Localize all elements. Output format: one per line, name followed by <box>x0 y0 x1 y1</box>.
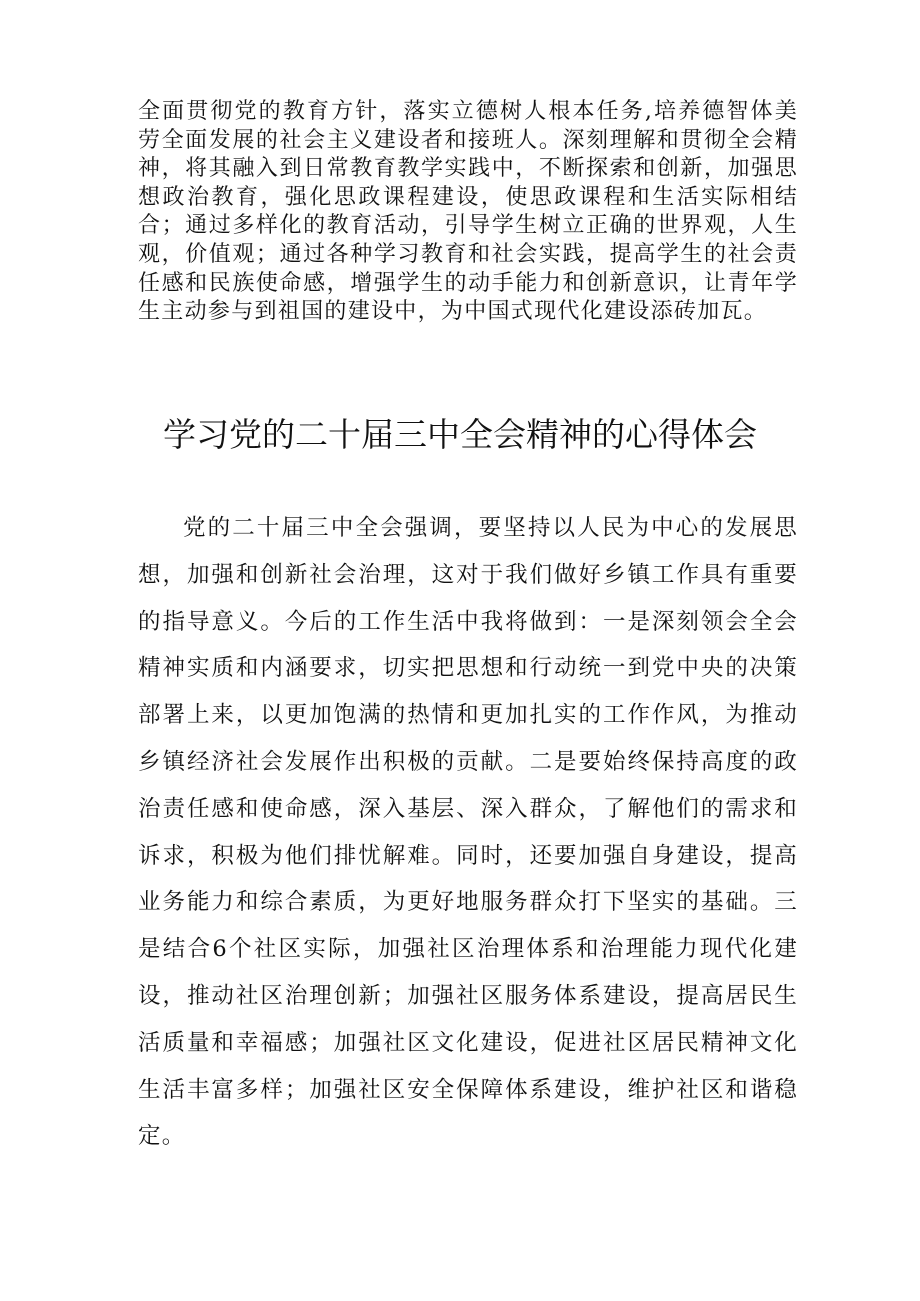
intro-paragraph: 全面贯彻党的教育方针，落实立德树人根本任务,培养德智体美劳全面发展的社会主义建设者和接班人。深刻理解和贯彻全会精神，将其融入到日常教育教学实践中，不断探索和创新，加强思想政治教育，强化思政课程建设，使思政课程和生活实际相结合；通过多样化的教育活动，引导学生树立正确的世界观，人生观，价值观；通过各种学习教育和社会实践，提高学生的社会责任感和民族使命感，增强学生的动手能力和创新意识，让青年学生主动参与到祖国的建设中，为中国式现代化建设添砖加瓦。 <box>138 99 798 325</box>
body-paragraph: 党的二十届三中全会强调，要坚持以人民为中心的发展思想，加强和创新社会治理，这对于我们做好乡镇工作具有重要的指导意义。今后的工作生活中我将做到：一是深刻领会全会精神实质和内涵要求，切实把思想和行动统一到党中央的决策部署上来，以更加饱满的热情和更加扎实的工作作风，为推动乡镇经济社会发展作出积极的贡献。二是要始终保持高度的政治责任感和使命感，深入基层、深入群众，了解他们的需求和诉求，积极为他们排忧解难。同时，还要加强自身建设，提高业务能力和综合素质，为更好地服务群众打下坚实的基础。三是结合6个社区实际，加强社区治理体系和治理能力现代化建设，推动社区治理创新；加强社区服务体系建设，提高居民生活质量和幸福感；加强社区文化建设，促进社区居民精神文化生活丰富多样；加强社区安全保障体系建设，维护社区和谐稳定。 <box>138 515 798 1150</box>
page-title: 学习党的二十届三中全会精神的心得体会 <box>163 415 757 454</box>
